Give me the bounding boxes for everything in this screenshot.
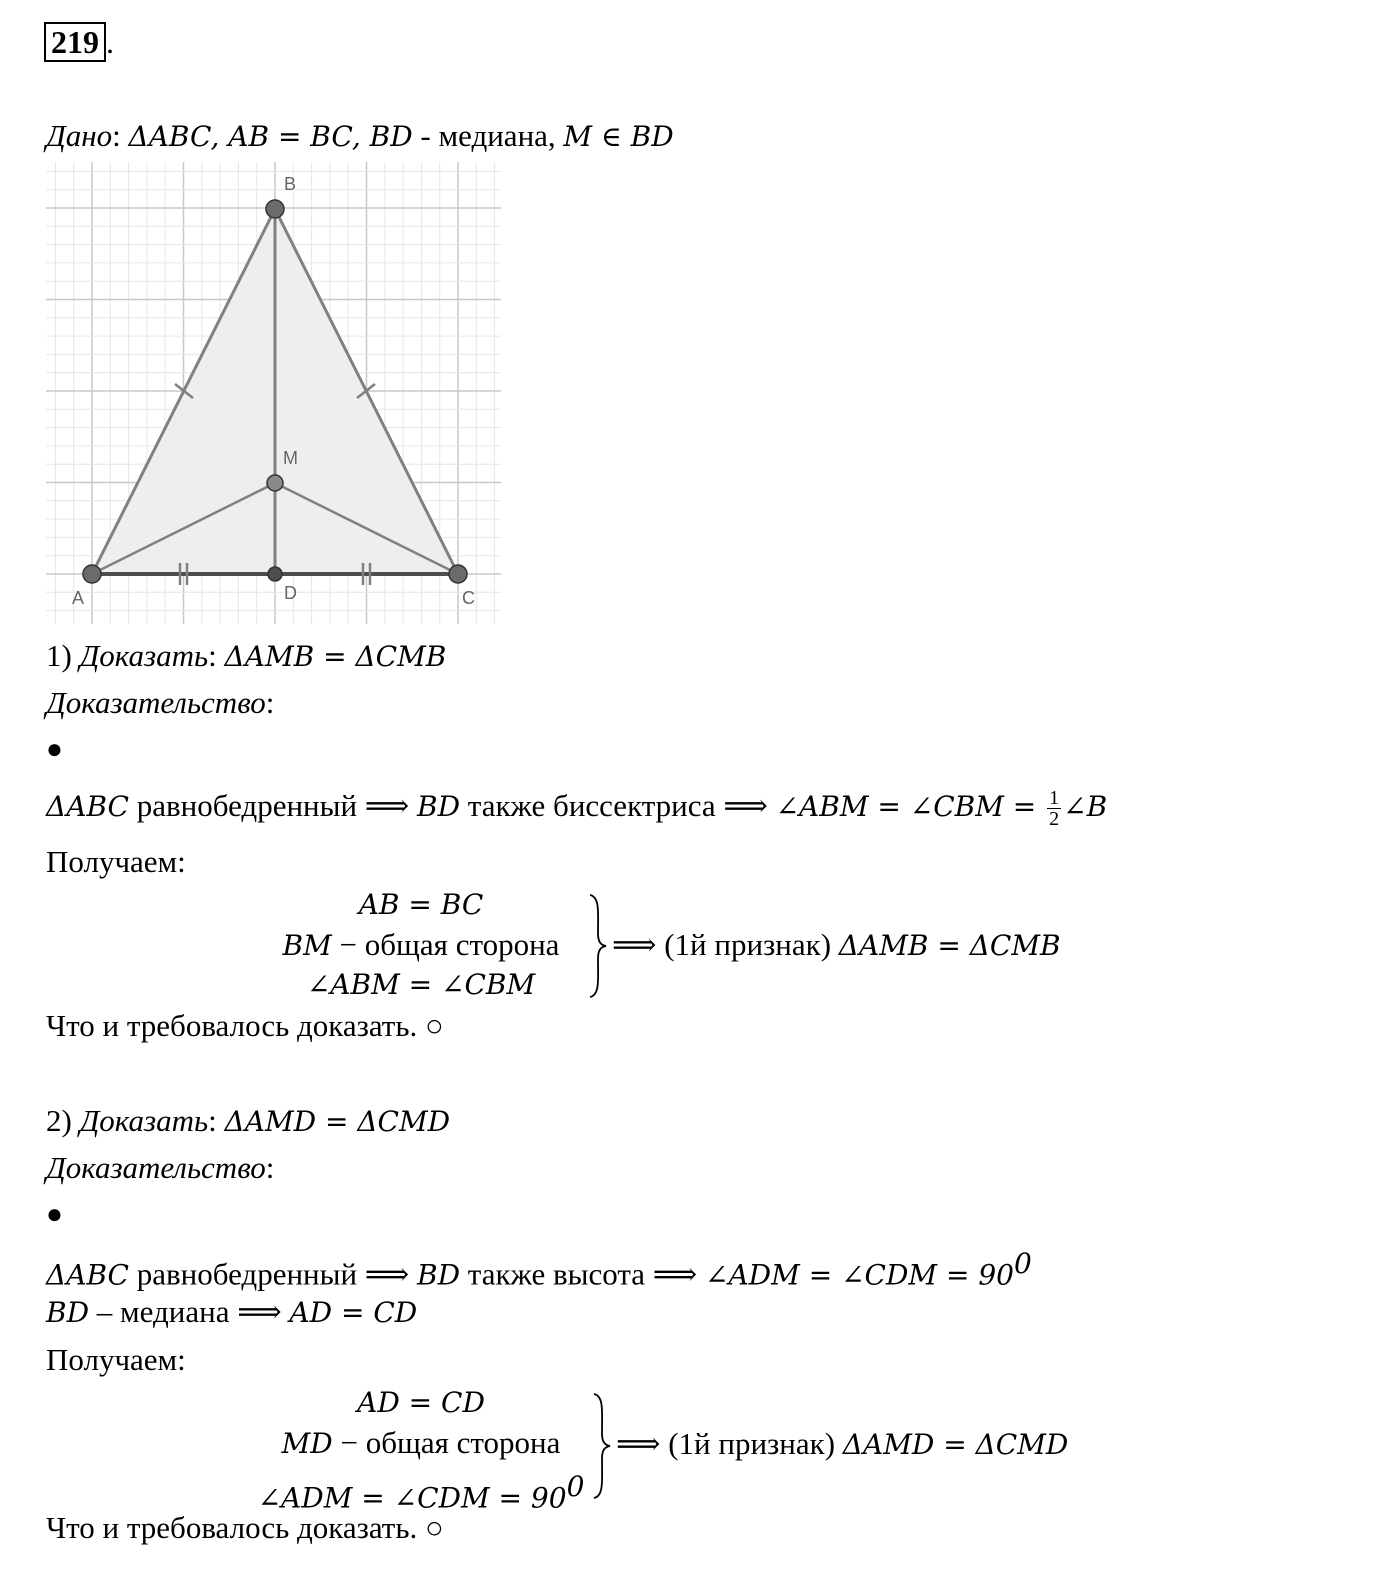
part1-brace [586,893,610,999]
part1-prove-label: Доказать [79,638,209,673]
given-math1: ΔABC, AB = BC, BD [128,120,413,153]
given-text: - медиана, [412,118,564,153]
label-b: B [284,174,297,194]
part2-prove-label: Доказать [79,1103,209,1138]
part2-obtain: Получаем: [46,1342,186,1377]
label-c: C [462,588,475,608]
label-d: D [284,583,297,603]
point-a [83,565,101,583]
given-math2: M ∈ BD [563,120,674,153]
task-number [44,22,114,62]
part2-qed: Что и требовалось доказать. ○ [46,1510,444,1545]
given-label: Дано [46,118,113,153]
part2-system: AD = CD MD − общая сторона ∠ADM = ∠CDM = $90^0$ [246,1383,596,1513]
point-b [266,200,284,218]
part1-qed: Что и требовалось доказать. ○ [46,1008,444,1043]
part1-system-line2: BM − общая сторона [282,927,560,962]
given-line: Дано: ΔABC, AB = BC, BD - медиана, M ∈ BD [46,118,674,153]
part1-obtain: Получаем: [46,844,186,879]
point-m [267,475,283,491]
part2-brace [590,1392,614,1500]
part1-conclusion: ⟹ (1й признак) ΔAMB = ΔCMB [612,927,1061,962]
part1-statement: ΔAMB = ΔCMB [224,640,447,673]
part2-bullet: ● [46,1199,63,1230]
part2-title: 2) Доказать: ΔAMD = ΔCMD [46,1103,451,1138]
label-m: M [283,448,298,468]
part1-title: 1) Доказать: ΔAMB = ΔCMB [46,638,447,673]
point-c [449,565,467,583]
part2-reason2: BD – медиана ⟹ AD = CD [46,1294,418,1329]
part1-reason: ΔABC равнобедренный ⟹ BD также биссектриса ⟹ ∠ABM = ∠CBM = $\frac{1}{2}$ ∠B [46,787,1108,831]
triangle-figure [46,162,506,630]
part1-system: AB = BC BM − общая сторона ∠ABM = ∠CBM [246,885,596,1005]
label-a: A [72,588,85,608]
part2-reason1: ΔABC равнобедренный ⟹ BD также высота ⟹ ∠ADM = ∠CDM = $90^0$ [46,1247,1032,1292]
fraction-half: $\frac{1}{2}$ [1049,787,1060,831]
part1-bullet: ● [46,734,63,765]
part2-system-line2: MD − общая сторона [281,1425,561,1460]
part1-proof-label: Доказательство: [46,685,275,720]
point-d [268,567,282,581]
task-number-dot: . [106,24,114,60]
task-number-box: 219 [44,22,106,62]
part2-proof-label: Доказательство: [46,1150,275,1185]
part2-statement: ΔAMD = ΔCMD [224,1105,451,1138]
part2-conclusion: ⟹ (1й признак) ΔAMD = ΔCMD [616,1426,1069,1461]
